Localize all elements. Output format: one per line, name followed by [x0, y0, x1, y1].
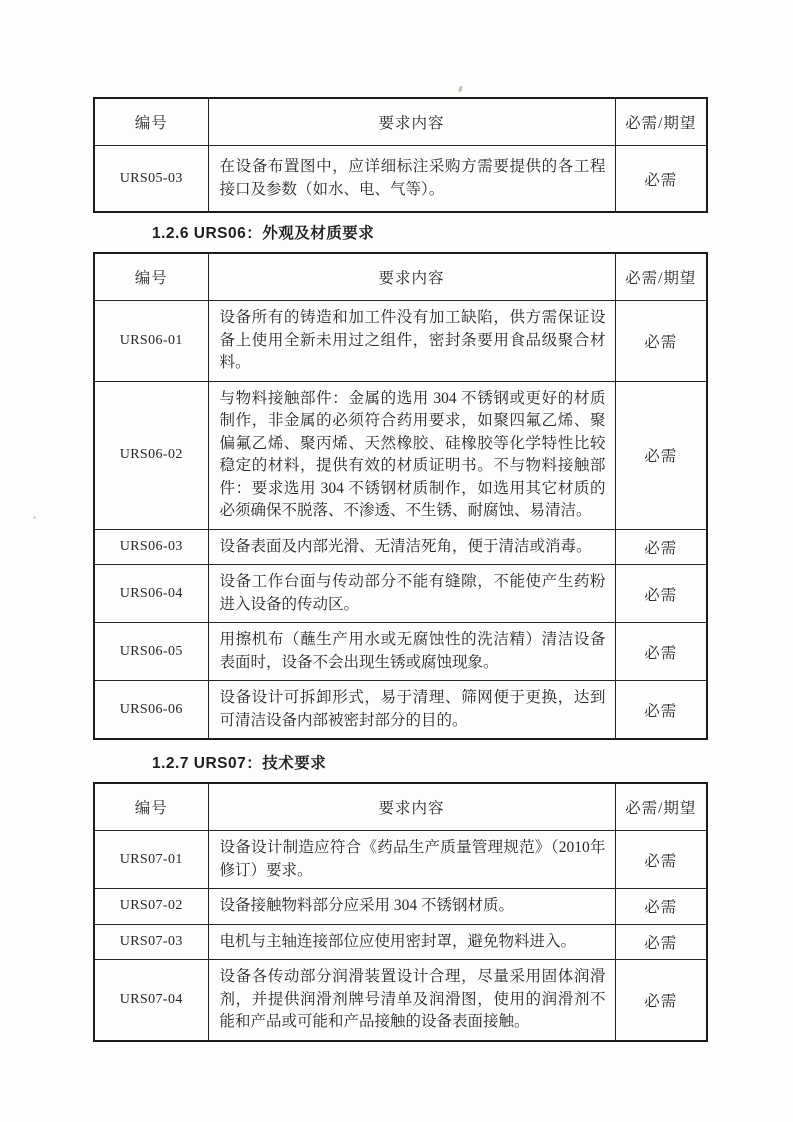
- requirement-priority: 必需: [615, 529, 707, 565]
- requirements-table-urs06: [93, 252, 708, 740]
- scan-artifact: [458, 86, 463, 93]
- requirement-content: 电机与主轴连接部位应使用密封罩，避免物料进入。: [208, 924, 615, 960]
- table-row: [94, 529, 707, 565]
- requirement-priority: 必需: [615, 960, 707, 1041]
- requirement-content: 设备各传动部分润滑装置设计合理，尽量采用固体润滑剂，并提供润滑剂牌号清单及润滑图，使用的润滑剂不能和产品或可能和产品接触的设备表面接触。: [208, 960, 615, 1041]
- column-header-id: 编号: [94, 783, 208, 831]
- requirement-priority: 必需: [615, 623, 707, 681]
- table-row: [94, 889, 707, 925]
- requirement-priority: 必需: [615, 831, 707, 889]
- requirement-id: URS07-01: [94, 831, 208, 889]
- requirement-priority: 必需: [615, 301, 707, 382]
- requirements-table-urs05: [93, 97, 708, 213]
- requirement-id: URS07-04: [94, 960, 208, 1041]
- requirement-priority: 必需: [615, 681, 707, 740]
- requirement-priority: 必需: [615, 381, 707, 529]
- requirement-priority: 必需: [615, 889, 707, 925]
- column-header-content: 要求内容: [208, 783, 615, 831]
- requirement-id: URS06-01: [94, 301, 208, 382]
- column-header-id: 编号: [94, 98, 208, 146]
- table-header-row: [94, 253, 707, 301]
- column-header-priority: 必需/期望: [615, 253, 707, 301]
- requirement-content: 设备设计可拆卸形式，易于清理、筛网便于更换，达到可清洁设备内部被密封部分的目的。: [208, 681, 615, 740]
- table-row: [94, 623, 707, 681]
- requirement-id: URS06-05: [94, 623, 208, 681]
- column-header-content: 要求内容: [208, 253, 615, 301]
- requirement-content: 设备所有的铸造和加工件没有加工缺陷，供方需保证设备上使用全新未用过之组件，密封条要用食品级聚合材料。: [208, 301, 615, 382]
- table-header-row: [94, 98, 707, 146]
- requirement-content: 设备设计制造应符合《药品生产质量管理规范》（2010年修订）要求。: [208, 831, 615, 889]
- requirement-id: URS07-02: [94, 889, 208, 925]
- requirement-content: 用擦机布（蘸生产用水或无腐蚀性的洗洁精）清洁设备表面时，设备不会出现生锈或腐蚀现象。: [208, 623, 615, 681]
- table-row: [94, 146, 707, 213]
- requirement-content: 设备工作台面与传动部分不能有缝隙，不能使产生药粉进入设备的传动区。: [208, 565, 615, 623]
- requirement-priority: 必需: [615, 565, 707, 623]
- requirement-id: URS05-03: [94, 146, 208, 213]
- requirement-id: URS06-06: [94, 681, 208, 740]
- requirement-priority: 必需: [615, 146, 707, 213]
- requirement-content: 在设备布置图中，应详细标注采购方需要提供的各工程接口及参数（如水、电、气等）。: [208, 146, 615, 213]
- requirement-id: URS06-02: [94, 381, 208, 529]
- column-header-priority: 必需/期望: [615, 783, 707, 831]
- table-row: [94, 565, 707, 623]
- column-header-content: 要求内容: [208, 98, 615, 146]
- table-row: [94, 924, 707, 960]
- table-row: [94, 831, 707, 889]
- requirement-id: URS06-03: [94, 529, 208, 565]
- table-row: [94, 681, 707, 740]
- table-row: [94, 960, 707, 1041]
- table-row: [94, 301, 707, 382]
- requirement-priority: 必需: [615, 924, 707, 960]
- table-row: [94, 381, 707, 529]
- column-header-priority: 必需/期望: [615, 98, 707, 146]
- requirement-content: 设备表面及内部光滑、无清洁死角，便于清洁或消毒。: [208, 529, 615, 565]
- section-heading-urs06: 1.2.6 URS06：外观及材质要求: [152, 225, 375, 242]
- requirement-content: 设备接触物料部分应采用 304 不锈钢材质。: [208, 889, 615, 925]
- requirement-id: URS07-03: [94, 924, 208, 960]
- section-heading-urs07: 1.2.7 URS07：技术要求: [152, 755, 327, 772]
- requirements-table-urs07: [93, 782, 708, 1042]
- table-header-row: [94, 783, 707, 831]
- requirement-content: 与物料接触部件：金属的选用 304 不锈钢或更好的材质制作，非金属的必须符合药用要求，如聚四氟乙烯、聚偏氟乙烯、聚丙烯、天然橡胶、硅橡胶等化学特性比较稳定的材料，提供有效的材质证明书。不与物料接触部件：要求选用 304 不锈钢材质制作，如选用其它材质的必须确保不脱落、不渗透、不生锈、耐腐蚀、易清洁。: [208, 381, 615, 529]
- scan-artifact: [33, 516, 36, 519]
- requirement-id: URS06-04: [94, 565, 208, 623]
- column-header-id: 编号: [94, 253, 208, 301]
